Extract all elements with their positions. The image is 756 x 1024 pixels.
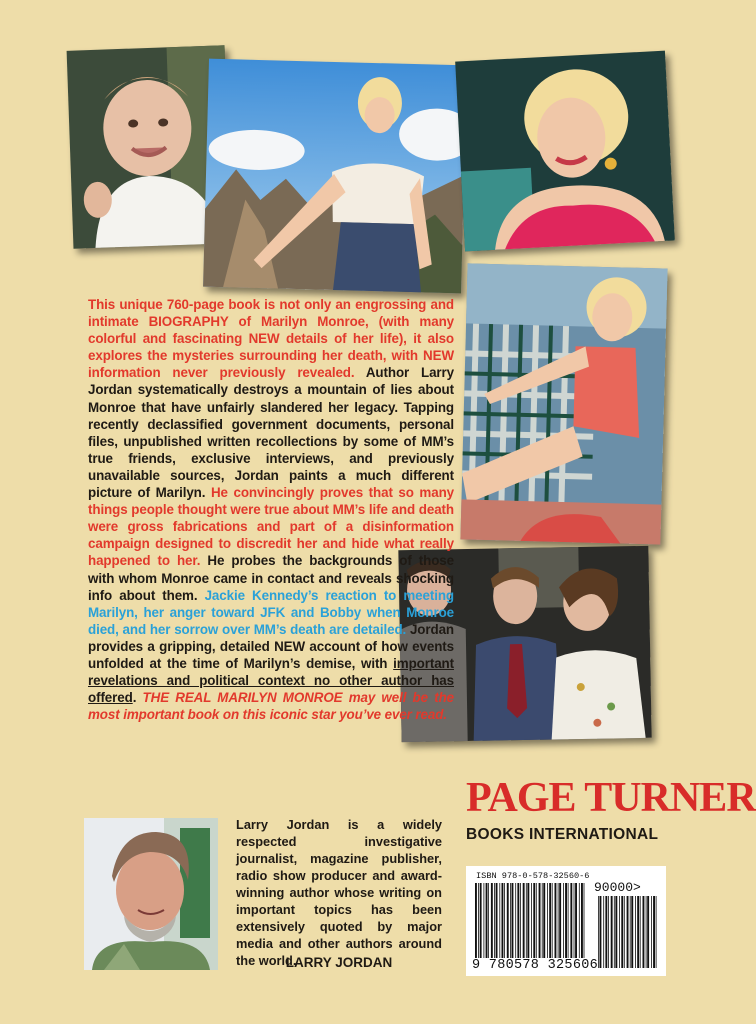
photo-pink-top — [455, 51, 675, 252]
blurb-book-title: THE REAL MARILYN MONROE — [142, 690, 343, 706]
author-name: LARRY JORDAN — [285, 955, 393, 970]
blurb-proof: He convincingly proves that so many things people thought were true about MM’s life and death were gross fabrications and part of a disinformation campaign designed to discredit her and hide what really happened to her. — [88, 485, 454, 569]
blurb-intro: This unique 760-page book is not only an engrossing and intimate BIOGRAPHY of Marilyn Monroe, (with many colorful and fascinating NEW details of her life), it also explores the mysteries surrounding her death, with NEW information never previously revealed. — [88, 297, 454, 381]
publisher-subtitle: BOOKS INTERNATIONAL — [466, 826, 659, 843]
isbn-barcode — [466, 866, 666, 976]
blurb-account: Jordan provides a gripping, detailed NEW account of how events unfolded at the time of Marilyn’s demise, with — [88, 621, 455, 671]
barcode-addon-number: 90000> — [594, 880, 641, 895]
barcode-addon-bars — [597, 896, 659, 968]
author-bio: Larry Jordan is a widely respected investigative journalist, magazine publisher, radio show producer and award-winning author whose writing on important topics has been extensively quoted by major media and other authors around the world. — [236, 817, 442, 968]
isbn-label: ISBN 978-0-578-32560-6 — [476, 871, 590, 881]
blurb-backgrounds: He probes the backgrounds of those with whom Monroe came in contact and reveals shocking info about them. — [88, 553, 454, 603]
blurb-jackie: Jackie Kennedy’s reaction to meeting Marilyn, her anger toward JFK and Bobby when Monroe died, and her sorrow over MM’s death are detailed. — [88, 587, 454, 637]
blurb-period: . — [132, 690, 143, 706]
blurb-author-intro: Author Larry Jordan systematically destroys a mountain of lies about Monroe that have unfairly slandered her legacy. Tapping recently declassified government documents, personal files, unpublished written recollections by some of MM’s true friends, exclusive interviews, and previously unavailable sources, Jordan paints a much different picture of Marilyn. — [88, 365, 454, 501]
author-photo — [84, 818, 218, 970]
blurb-revelations: important revelations and political context no other author has offered — [88, 655, 454, 706]
barcode-bars — [474, 883, 586, 958]
book-description — [88, 296, 454, 723]
blurb-closing: may well be the most important book on this iconic star you’ve ever read. — [88, 690, 454, 723]
publisher-logo — [466, 775, 756, 844]
photo-lawn-chair — [460, 263, 667, 544]
barcode-number: 9 780578 325606 — [472, 958, 599, 973]
photo-mountains — [203, 59, 467, 294]
publisher-name: PAGE TURNER — [466, 775, 756, 821]
